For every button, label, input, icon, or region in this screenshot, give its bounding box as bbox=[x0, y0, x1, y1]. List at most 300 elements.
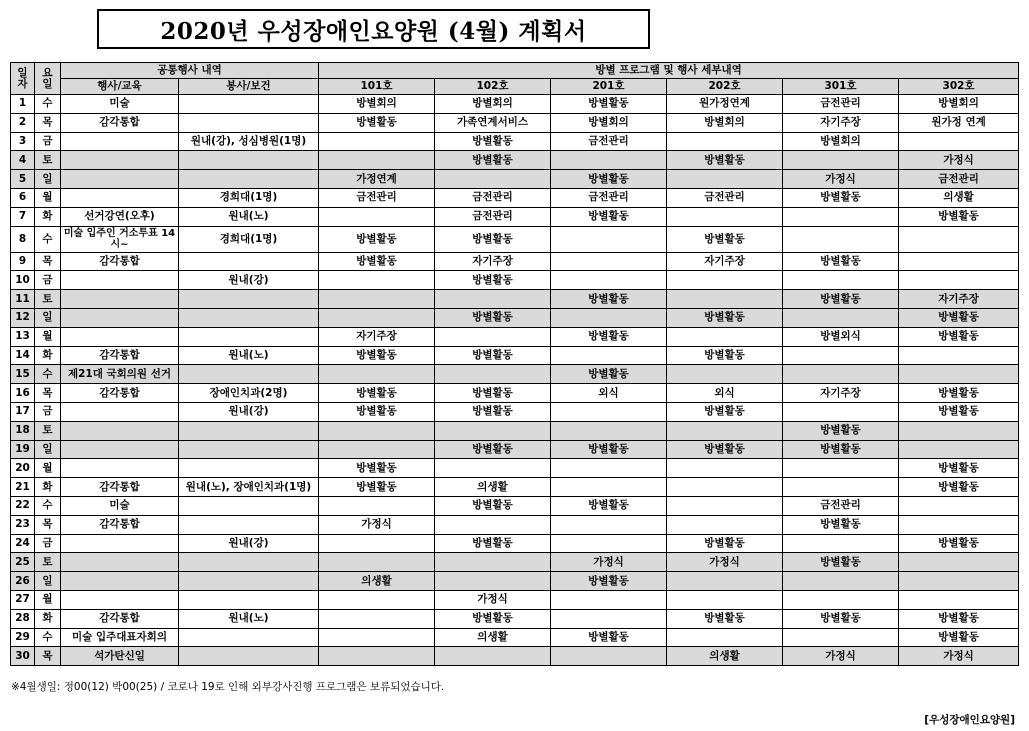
event-cell: 선거강연(오후) bbox=[61, 207, 179, 226]
table-row bbox=[11, 346, 1019, 365]
room-cell: 가정식 bbox=[319, 515, 435, 534]
room-cell: 방별활동 bbox=[435, 496, 551, 515]
room-cell: 방별활동 bbox=[899, 534, 1019, 553]
event-cell bbox=[61, 440, 179, 459]
common-group-header: 공통행사 내역 bbox=[61, 63, 319, 79]
room-cell: 방별활동 bbox=[783, 609, 899, 628]
event-cell: 미술 bbox=[61, 95, 179, 114]
day-cell: 28 bbox=[11, 609, 35, 628]
service-cell bbox=[179, 440, 319, 459]
event-cell bbox=[61, 290, 179, 309]
room-cell: 방별활동 bbox=[551, 365, 667, 384]
weekday-cell: 일 bbox=[35, 170, 61, 189]
room-cell bbox=[667, 365, 783, 384]
room-cell bbox=[319, 271, 435, 290]
weekday-cell: 일 bbox=[35, 440, 61, 459]
plan-body bbox=[11, 95, 1019, 666]
table-row bbox=[11, 590, 1019, 609]
table-row bbox=[11, 459, 1019, 478]
weekday-cell: 수 bbox=[35, 226, 61, 252]
room-cell bbox=[435, 572, 551, 591]
room-cell bbox=[551, 534, 667, 553]
room-cell bbox=[551, 515, 667, 534]
room-cell bbox=[783, 459, 899, 478]
room-cell: 방별활동 bbox=[319, 346, 435, 365]
table-row bbox=[11, 384, 1019, 403]
room-cell: 금전관리 bbox=[435, 188, 551, 207]
service-cell: 원내(강) bbox=[179, 534, 319, 553]
day-cell: 9 bbox=[11, 252, 35, 271]
event-header: 행사/교육 bbox=[61, 79, 179, 95]
weekday-cell: 수 bbox=[35, 496, 61, 515]
room-cell bbox=[551, 590, 667, 609]
room-cell bbox=[899, 365, 1019, 384]
room-cell bbox=[667, 207, 783, 226]
event-cell: 감각통합 bbox=[61, 113, 179, 132]
service-cell bbox=[179, 151, 319, 170]
room-cell: 방별활동 bbox=[435, 151, 551, 170]
room-cell: 방별활동 bbox=[899, 207, 1019, 226]
room-cell: 금전관리 bbox=[319, 188, 435, 207]
room-cell: 방별활동 bbox=[319, 226, 435, 252]
weekday-cell: 수 bbox=[35, 628, 61, 647]
room-cell: 외식 bbox=[551, 384, 667, 403]
weekday-cell: 월 bbox=[35, 327, 61, 346]
table-row bbox=[11, 327, 1019, 346]
weekday-cell: 금 bbox=[35, 402, 61, 421]
day-cell: 29 bbox=[11, 628, 35, 647]
table-row bbox=[11, 226, 1019, 252]
room-cell bbox=[435, 365, 551, 384]
room-cell bbox=[319, 609, 435, 628]
table-row bbox=[11, 553, 1019, 572]
room-cell bbox=[783, 402, 899, 421]
day-cell: 22 bbox=[11, 496, 35, 515]
event-cell bbox=[61, 534, 179, 553]
room-cell: 방별회의 bbox=[551, 113, 667, 132]
room-cell: 방별회의 bbox=[319, 95, 435, 114]
room-cell: 방별활동 bbox=[551, 290, 667, 309]
room-cell: 방별활동 bbox=[899, 628, 1019, 647]
event-cell: 제21대 국회의원 선거 bbox=[61, 365, 179, 384]
room-cell: 방별회의 bbox=[435, 95, 551, 114]
room-cell bbox=[899, 496, 1019, 515]
weekday-cell: 월 bbox=[35, 188, 61, 207]
room-cell: 방별회의 bbox=[899, 95, 1019, 114]
service-cell: 원내(노) bbox=[179, 609, 319, 628]
table-row bbox=[11, 252, 1019, 271]
day-cell: 19 bbox=[11, 440, 35, 459]
signature: [우성장애인요양원] bbox=[924, 714, 1015, 726]
weekday-cell: 목 bbox=[35, 252, 61, 271]
weekday-cell: 토 bbox=[35, 421, 61, 440]
event-cell bbox=[61, 327, 179, 346]
room-cell: 방별활동 bbox=[319, 252, 435, 271]
day-cell: 5 bbox=[11, 170, 35, 189]
room-cell bbox=[899, 271, 1019, 290]
service-cell bbox=[179, 365, 319, 384]
room-cell bbox=[319, 647, 435, 666]
service-cell bbox=[179, 515, 319, 534]
room-cell bbox=[319, 440, 435, 459]
room-cell: 방별활동 bbox=[551, 628, 667, 647]
event-cell bbox=[61, 308, 179, 327]
room-cell bbox=[899, 346, 1019, 365]
room-cell bbox=[319, 496, 435, 515]
room-cell: 방별활동 bbox=[899, 384, 1019, 403]
room-cell: 방별활동 bbox=[667, 151, 783, 170]
room-cell: 방별회의 bbox=[667, 113, 783, 132]
room-cell: 방별회의 bbox=[783, 132, 899, 151]
room-cell: 방별활동 bbox=[435, 226, 551, 252]
room-cell: 외식 bbox=[667, 384, 783, 403]
weekday-cell: 수 bbox=[35, 365, 61, 384]
room-cell: 가정연계 bbox=[319, 170, 435, 189]
room-cell: 자기주장 bbox=[783, 113, 899, 132]
day-cell: 7 bbox=[11, 207, 35, 226]
day-column-header: 일 자 bbox=[11, 63, 35, 95]
event-cell: 감각통합 bbox=[61, 515, 179, 534]
event-cell bbox=[61, 459, 179, 478]
table-row bbox=[11, 151, 1019, 170]
weekday-cell: 화 bbox=[35, 346, 61, 365]
room-cell: 자기주장 bbox=[435, 252, 551, 271]
room-cell bbox=[435, 170, 551, 189]
room-cell bbox=[783, 478, 899, 497]
room-cell: 가정식 bbox=[899, 647, 1019, 666]
room-cell: 자기주장 bbox=[899, 290, 1019, 309]
room-cell: 금전관리 bbox=[435, 207, 551, 226]
day-cell: 21 bbox=[11, 478, 35, 497]
room-cell bbox=[551, 226, 667, 252]
room-cell bbox=[783, 308, 899, 327]
room-header: 202호 bbox=[667, 79, 783, 95]
room-cell: 방별활동 bbox=[435, 384, 551, 403]
room-cell: 가정식 bbox=[435, 590, 551, 609]
room-cell: 방별활동 bbox=[899, 402, 1019, 421]
room-cell: 방별활동 bbox=[667, 534, 783, 553]
room-cell: 방별활동 bbox=[667, 346, 783, 365]
room-cell bbox=[899, 421, 1019, 440]
page-title: 2020년 우성장애인요양원 (4월) 계획서 bbox=[97, 9, 650, 49]
event-cell bbox=[61, 271, 179, 290]
weekday-cell: 월 bbox=[35, 459, 61, 478]
room-cell: 금전관리 bbox=[551, 188, 667, 207]
weekday-cell: 화 bbox=[35, 478, 61, 497]
room-cell: 방별외식 bbox=[783, 327, 899, 346]
weekday-cell: 일 bbox=[35, 572, 61, 591]
room-cell bbox=[319, 553, 435, 572]
service-cell bbox=[179, 113, 319, 132]
weekday-cell: 화 bbox=[35, 207, 61, 226]
day-cell: 11 bbox=[11, 290, 35, 309]
event-cell: 석가탄신일 bbox=[61, 647, 179, 666]
room-cell: 방별활동 bbox=[551, 95, 667, 114]
room-cell bbox=[667, 271, 783, 290]
table-row bbox=[11, 132, 1019, 151]
room-cell: 방별활동 bbox=[783, 553, 899, 572]
day-cell: 16 bbox=[11, 384, 35, 403]
room-cell bbox=[551, 647, 667, 666]
room-cell: 방별활동 bbox=[899, 459, 1019, 478]
day-cell: 2 bbox=[11, 113, 35, 132]
table-row bbox=[11, 95, 1019, 114]
weekday-cell: 일 bbox=[35, 308, 61, 327]
table-row bbox=[11, 207, 1019, 226]
event-cell: 미술 입주대표자회의 bbox=[61, 628, 179, 647]
weekday-cell: 화 bbox=[35, 609, 61, 628]
weekday-cell: 토 bbox=[35, 290, 61, 309]
room-cell: 방별활동 bbox=[319, 113, 435, 132]
table-row bbox=[11, 271, 1019, 290]
event-cell bbox=[61, 188, 179, 207]
room-cell bbox=[551, 609, 667, 628]
event-cell bbox=[61, 170, 179, 189]
room-cell bbox=[667, 170, 783, 189]
table-row bbox=[11, 515, 1019, 534]
room-cell: 자기주장 bbox=[667, 252, 783, 271]
table-row bbox=[11, 647, 1019, 666]
room-cell bbox=[899, 440, 1019, 459]
room-cell bbox=[783, 365, 899, 384]
service-cell bbox=[179, 308, 319, 327]
table-row bbox=[11, 572, 1019, 591]
table-row bbox=[11, 609, 1019, 628]
room-cell: 방별활동 bbox=[435, 402, 551, 421]
room-cell bbox=[435, 553, 551, 572]
weekday-cell: 토 bbox=[35, 553, 61, 572]
day-cell: 20 bbox=[11, 459, 35, 478]
event-cell bbox=[61, 572, 179, 591]
service-cell bbox=[179, 170, 319, 189]
service-cell bbox=[179, 553, 319, 572]
room-cell: 자기주장 bbox=[319, 327, 435, 346]
room-cell bbox=[667, 421, 783, 440]
room-cell bbox=[667, 478, 783, 497]
event-cell bbox=[61, 590, 179, 609]
service-cell: 원내(강) bbox=[179, 271, 319, 290]
room-cell bbox=[435, 290, 551, 309]
room-cell: 의생활 bbox=[667, 647, 783, 666]
room-cell: 의생활 bbox=[899, 188, 1019, 207]
service-cell bbox=[179, 252, 319, 271]
room-cell: 가족연계서비스 bbox=[435, 113, 551, 132]
room-cell bbox=[435, 421, 551, 440]
room-cell bbox=[899, 252, 1019, 271]
table-row bbox=[11, 188, 1019, 207]
room-cell: 방별활동 bbox=[551, 207, 667, 226]
room-cell: 원가정연계 bbox=[667, 95, 783, 114]
room-cell bbox=[551, 478, 667, 497]
table-row bbox=[11, 628, 1019, 647]
room-cell bbox=[319, 151, 435, 170]
event-cell bbox=[61, 402, 179, 421]
room-cell: 방별활동 bbox=[899, 478, 1019, 497]
room-cell: 의생활 bbox=[435, 478, 551, 497]
room-cell bbox=[319, 207, 435, 226]
event-cell bbox=[61, 553, 179, 572]
day-cell: 24 bbox=[11, 534, 35, 553]
room-cell bbox=[319, 132, 435, 151]
service-cell bbox=[179, 572, 319, 591]
weekday-cell: 수 bbox=[35, 95, 61, 114]
room-cell bbox=[551, 151, 667, 170]
table-row bbox=[11, 478, 1019, 497]
table-row bbox=[11, 365, 1019, 384]
room-cell: 방별활동 bbox=[435, 440, 551, 459]
room-cell: 방별활동 bbox=[435, 534, 551, 553]
service-cell: 원내(노) bbox=[179, 207, 319, 226]
event-cell: 감각통합 bbox=[61, 478, 179, 497]
table-row bbox=[11, 170, 1019, 189]
day-cell: 30 bbox=[11, 647, 35, 666]
room-cell bbox=[667, 572, 783, 591]
room-cell bbox=[551, 402, 667, 421]
room-cell: 방별활동 bbox=[783, 188, 899, 207]
room-cell: 방별활동 bbox=[667, 226, 783, 252]
day-cell: 8 bbox=[11, 226, 35, 252]
day-cell: 26 bbox=[11, 572, 35, 591]
service-cell: 장애인치과(2명) bbox=[179, 384, 319, 403]
weekday-cell: 토 bbox=[35, 151, 61, 170]
room-cell: 의생활 bbox=[435, 628, 551, 647]
event-cell: 감각통합 bbox=[61, 346, 179, 365]
room-cell: 방별활동 bbox=[435, 346, 551, 365]
room-cell bbox=[783, 628, 899, 647]
service-cell bbox=[179, 290, 319, 309]
table-row bbox=[11, 440, 1019, 459]
service-cell: 원내(강), 성심병원(1명) bbox=[179, 132, 319, 151]
event-cell bbox=[61, 151, 179, 170]
room-cell: 방별활동 bbox=[667, 440, 783, 459]
weekday-column-header: 요 일 bbox=[35, 63, 61, 95]
room-cell bbox=[551, 459, 667, 478]
room-cell: 의생활 bbox=[319, 572, 435, 591]
day-cell: 27 bbox=[11, 590, 35, 609]
service-header: 봉사/보건 bbox=[179, 79, 319, 95]
room-cell bbox=[551, 252, 667, 271]
room-cell: 방별활동 bbox=[435, 271, 551, 290]
room-cell bbox=[667, 590, 783, 609]
room-header: 301호 bbox=[783, 79, 899, 95]
room-cell bbox=[551, 421, 667, 440]
service-cell bbox=[179, 647, 319, 666]
day-cell: 4 bbox=[11, 151, 35, 170]
room-cell bbox=[435, 647, 551, 666]
room-cell bbox=[899, 553, 1019, 572]
event-cell: 미술 입주인 거소투표 14시~ bbox=[61, 226, 179, 252]
day-cell: 6 bbox=[11, 188, 35, 207]
day-cell: 18 bbox=[11, 421, 35, 440]
service-cell: 원내(노) bbox=[179, 346, 319, 365]
service-cell: 경희대(1명) bbox=[179, 188, 319, 207]
room-cell: 방별활동 bbox=[667, 609, 783, 628]
room-cell: 방별활동 bbox=[899, 609, 1019, 628]
room-cell: 방별활동 bbox=[551, 572, 667, 591]
room-cell: 가정식 bbox=[551, 553, 667, 572]
footnote: ※4월생일: 정00(12) 박00(25) / 코로나 19로 인해 외부강사진행 프로그램은 보류되었습니다. bbox=[11, 681, 445, 693]
room-cell: 방별활동 bbox=[435, 609, 551, 628]
room-cell bbox=[667, 496, 783, 515]
room-cell bbox=[319, 590, 435, 609]
room-cell: 방별활동 bbox=[551, 327, 667, 346]
room-cell: 금전관리 bbox=[551, 132, 667, 151]
room-cell: 방별활동 bbox=[319, 384, 435, 403]
room-cell bbox=[667, 628, 783, 647]
room-cell: 방별활동 bbox=[783, 290, 899, 309]
room-cell bbox=[319, 290, 435, 309]
service-cell bbox=[179, 327, 319, 346]
room-cell: 금전관리 bbox=[783, 496, 899, 515]
room-cell bbox=[667, 515, 783, 534]
room-header: 102호 bbox=[435, 79, 551, 95]
room-cell: 방별활동 bbox=[667, 402, 783, 421]
room-cell: 방별활동 bbox=[435, 308, 551, 327]
day-cell: 10 bbox=[11, 271, 35, 290]
table-row bbox=[11, 402, 1019, 421]
room-cell: 금전관리 bbox=[899, 170, 1019, 189]
weekday-cell: 금 bbox=[35, 534, 61, 553]
room-cell: 방별활동 bbox=[319, 478, 435, 497]
room-cell bbox=[667, 459, 783, 478]
plan-table bbox=[10, 62, 1019, 666]
room-cell: 방별활동 bbox=[551, 496, 667, 515]
day-cell: 1 bbox=[11, 95, 35, 114]
weekday-cell: 월 bbox=[35, 590, 61, 609]
room-cell bbox=[667, 290, 783, 309]
service-cell bbox=[179, 496, 319, 515]
room-cell: 금전관리 bbox=[667, 188, 783, 207]
room-cell bbox=[783, 226, 899, 252]
service-cell: 경희대(1명) bbox=[179, 226, 319, 252]
day-cell: 15 bbox=[11, 365, 35, 384]
service-cell bbox=[179, 590, 319, 609]
room-cell: 금전관리 bbox=[783, 95, 899, 114]
room-cell bbox=[551, 346, 667, 365]
room-cell bbox=[899, 572, 1019, 591]
event-cell bbox=[61, 421, 179, 440]
service-cell bbox=[179, 421, 319, 440]
table-row bbox=[11, 421, 1019, 440]
room-cell: 방별활동 bbox=[551, 170, 667, 189]
table-row bbox=[11, 290, 1019, 309]
room-cell: 원가정 연계 bbox=[899, 113, 1019, 132]
day-cell: 12 bbox=[11, 308, 35, 327]
room-cell: 방별활동 bbox=[783, 440, 899, 459]
weekday-cell: 목 bbox=[35, 515, 61, 534]
room-cell: 방별활동 bbox=[435, 132, 551, 151]
service-cell bbox=[179, 95, 319, 114]
table-row bbox=[11, 496, 1019, 515]
event-cell: 감각통합 bbox=[61, 252, 179, 271]
room-cell bbox=[435, 327, 551, 346]
room-cell bbox=[783, 572, 899, 591]
room-cell bbox=[319, 365, 435, 384]
room-cell: 방별활동 bbox=[319, 459, 435, 478]
room-cell: 가정식 bbox=[899, 151, 1019, 170]
room-cell: 방별활동 bbox=[783, 252, 899, 271]
room-header: 101호 bbox=[319, 79, 435, 95]
room-cell bbox=[899, 132, 1019, 151]
weekday-cell: 목 bbox=[35, 113, 61, 132]
service-cell bbox=[179, 628, 319, 647]
event-cell: 감각통합 bbox=[61, 384, 179, 403]
room-cell bbox=[319, 628, 435, 647]
event-cell bbox=[61, 132, 179, 151]
room-header: 302호 bbox=[899, 79, 1019, 95]
room-cell: 가정식 bbox=[783, 170, 899, 189]
room-cell: 자기주장 bbox=[783, 384, 899, 403]
